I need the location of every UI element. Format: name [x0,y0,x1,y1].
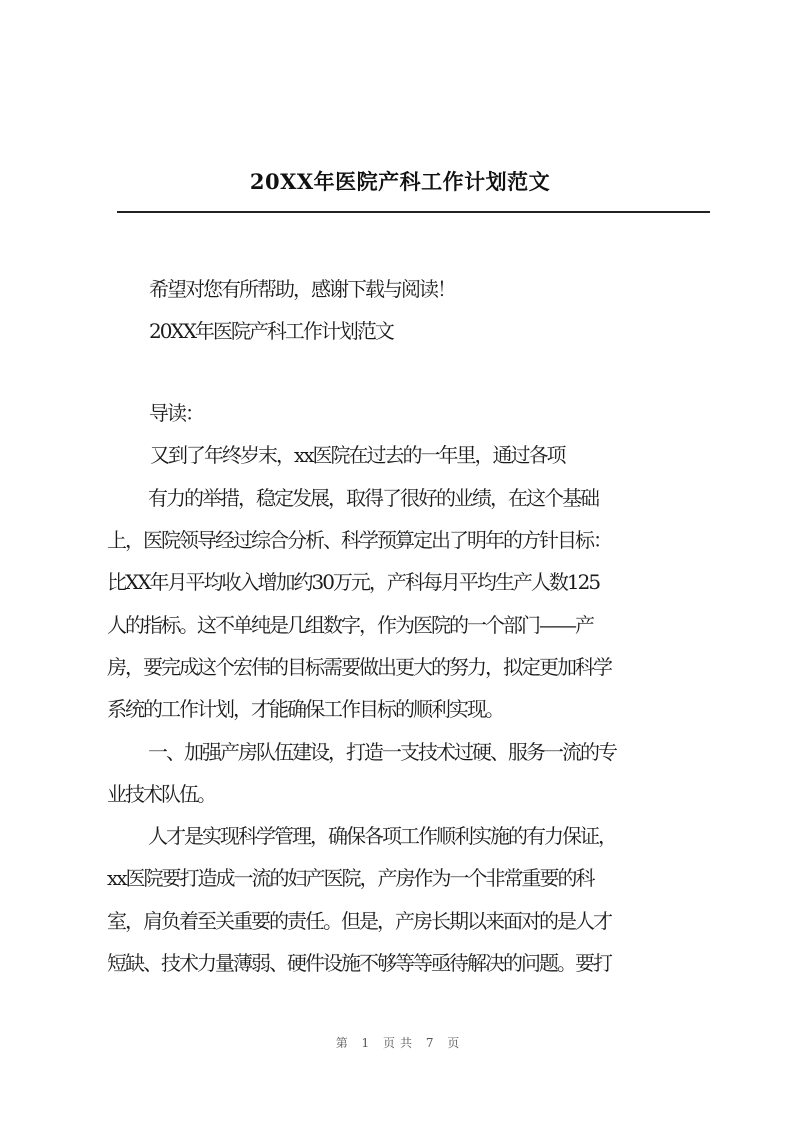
body-line: 导读： [149,401,203,425]
body-line: 希望对您有所帮助，感谢下载与阅读！ [149,277,455,301]
body-line: 一、加强产房队伍建设，打造一支技术过硬、服务一流的专 [148,740,616,764]
body-line: 短缺、技术力量薄弱、硬件设施不够等等亟待解决的问题。要打 [107,951,611,975]
body-line: 又到了年终岁末，xx医院在过去的一年里，通过各项 [150,443,565,467]
body-line: 20XX年医院产科工作计划范文 [149,319,393,343]
title-divider [117,211,710,213]
body-line: 上，医院领导经过综合分析、科学预算定出了明年的方针目标： [107,528,611,552]
body-line: 房，要完成这个宏伟的目标需要做出更大的努力，拟定更加科学 [107,655,611,679]
body-line: 比XX年月平均收入增加约30万元，产科每月平均生产人数125 [107,570,600,594]
body-line: xx医院要打造成一流的妇产医院，产房作为一个非常重要的科 [107,866,594,890]
page-number: 第 1 页共 7 页 [335,1036,465,1050]
body-line: 业技术队伍。 [107,782,215,806]
body-line: 人才是实现科学管理，确保各项工作顺利实施的有力保证， [148,824,616,848]
body-line: 系统的工作计划，才能确保工作目标的顺利实现。 [107,697,503,721]
body-line: 有力的举措，稳定发展，取得了很好的业绩，在这个基础 [148,486,598,510]
document-title: 20XX年医院产科工作计划范文 [249,169,551,194]
body-line: 人的指标。这不单纯是几组数字，作为医院的一个部门——产 [107,613,593,637]
body-line: 室，肩负着至关重要的责任。但是，产房长期以来面对的是人才 [107,909,611,933]
